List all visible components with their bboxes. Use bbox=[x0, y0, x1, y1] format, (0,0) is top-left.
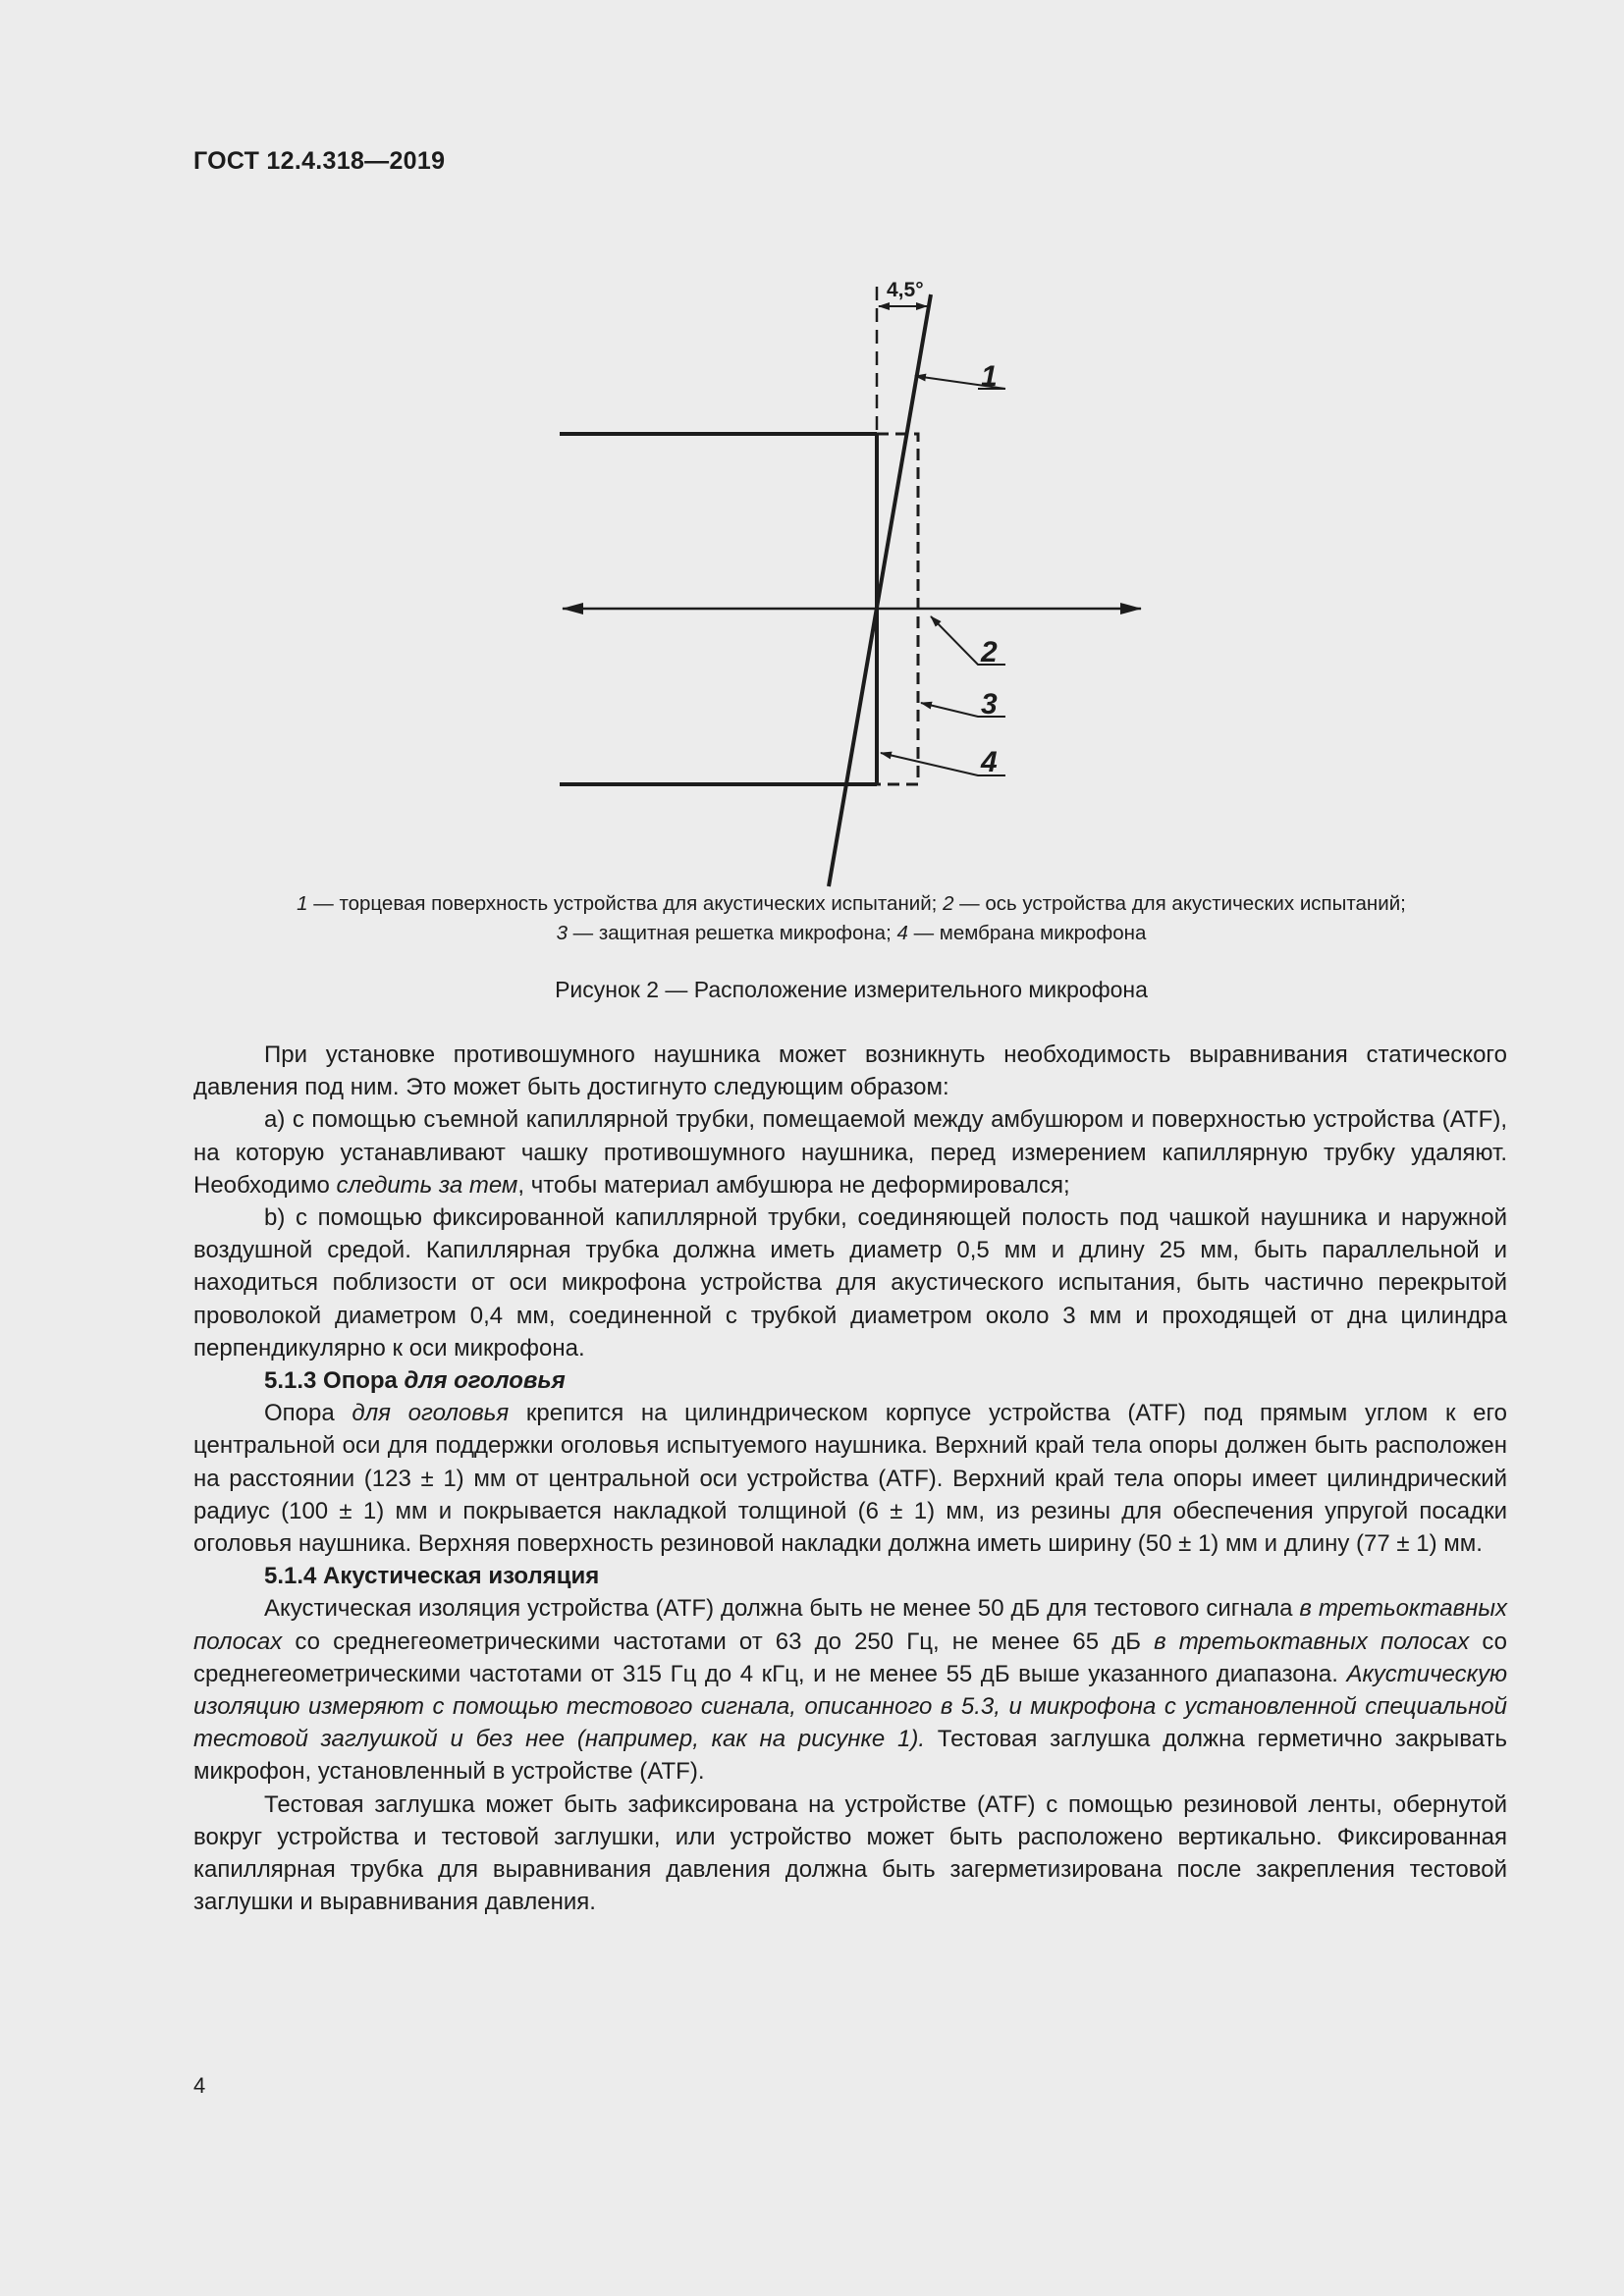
document-header: ГОСТ 12.4.318—2019 bbox=[193, 147, 446, 175]
page-number: 4 bbox=[193, 2073, 206, 2098]
figure-legend bbox=[193, 889, 1509, 948]
paragraph-item-a: а) с помощью съемной капиллярной трубки, помещаемой между амбушюром и поверхностью устройства (ATF), на которую устанавливают чашку противошумного наушника, перед измерением капиллярную трубку удаляют. Необходимо следить за тем, чтобы материал амбушюра не деформировался; bbox=[193, 1106, 1507, 1199]
callout-4: 4 bbox=[981, 746, 998, 778]
paragraph-test-plug: Тестовая заглушка может быть зафиксирована на устройстве (ATF) с помощью резиновой ленты, обернутой вокруг устройства и тестовой заглушки, или устройство может быть расположено вертикально. Фиксированная капиллярная трубка для выравнивания давления должна быть загерметизирована после закрепления тестовой заглушки и выравнивания давления. bbox=[193, 1790, 1507, 1916]
callout-1: 1 bbox=[981, 360, 998, 393]
paragraph-intro: При установке противошумного наушника может возникнуть необходимость выравнивания статического давления под ним. Это может быть достигнуто следующим образом: bbox=[193, 1041, 1507, 1101]
paragraph-5-1-4: Акустическая изоляция устройства (ATF) должна быть не менее 50 дБ для тестового сигнала в третьоктавных полосах со среднегеометрическими частотами от 63 до 250 Гц, не менее 65 дБ в третьоктавных полосах со среднегеометрическими частотами от 315 Гц до 4 кГц, и не менее 55 дБ выше указанного диапазона. Акустическую изоляцию измеряют с помощью тестового сигнала, описанного в 5.3, и микрофона с установленной специальной тестовой заглушкой и без нее (например, как на рисунке 1). Тестовая заглушка должна герметично закрывать микрофон, установленный в устройстве (ATF). bbox=[193, 1595, 1508, 1786]
callout-3: 3 bbox=[981, 688, 998, 721]
paragraph-5-1-3: Опора для оголовья крепится на цилиндрическом корпусе устройства (ATF) под прямым углом к его центральной оси для поддержки оголовья испытуемого наушника. Верхний край тела опоры должен быть расположен на расстоянии (123 ± 1) мм от центральной оси устройства (ATF). Верхний край тела опоры имеет цилиндрический радиус (100 ± 1) мм и покрывается накладкой толщиной (6 ± 1) мм, из резины для обеспечения упругой посадки оголовья наушника. Верхняя поверхность резиновой накладки должна иметь ширину (50 ± 1) мм и длину (77 ± 1) мм. bbox=[193, 1400, 1508, 1558]
callout-2: 2 bbox=[981, 636, 998, 668]
angle-label: 4,5° bbox=[887, 279, 924, 301]
legend-line-1: 1 — торцевая поверхность устройства для акустических испытаний; 2 — ось устройства для акустических испытаний; bbox=[297, 892, 1406, 915]
section-heading-5-1-3: 5.1.3 Опора для оголовья bbox=[264, 1367, 566, 1395]
paragraph-item-b: b) с помощью фиксированной капиллярной трубки, соединяющей полость под чашкой наушника и наружной воздушной средой. Капиллярная трубка должна иметь диаметр 0,5 мм и длину 25 мм, быть параллельной и находиться поблизости от оси микрофона устройства для акустического испытания, быть частично перекрытой проволокой диаметром 0,4 мм, соединенной с трубкой диаметром около 3 мм и проходящей от дна цилиндра перпендикулярно к оси микрофона. bbox=[193, 1204, 1507, 1362]
section-heading-5-1-4: 5.1.4 Акустическая изоляция bbox=[264, 1563, 600, 1590]
end-surface-line bbox=[829, 294, 931, 886]
main-text bbox=[193, 1039, 1507, 1918]
legend-line-2: 3 — защитная решетка микрофона; 4 — мембрана микрофона bbox=[556, 922, 1147, 944]
figure-diagram bbox=[0, 265, 1624, 903]
figure-title: Рисунок 2 — Расположение измерительного микрофона bbox=[555, 977, 1148, 1002]
figure-microphone-position bbox=[0, 265, 1624, 903]
